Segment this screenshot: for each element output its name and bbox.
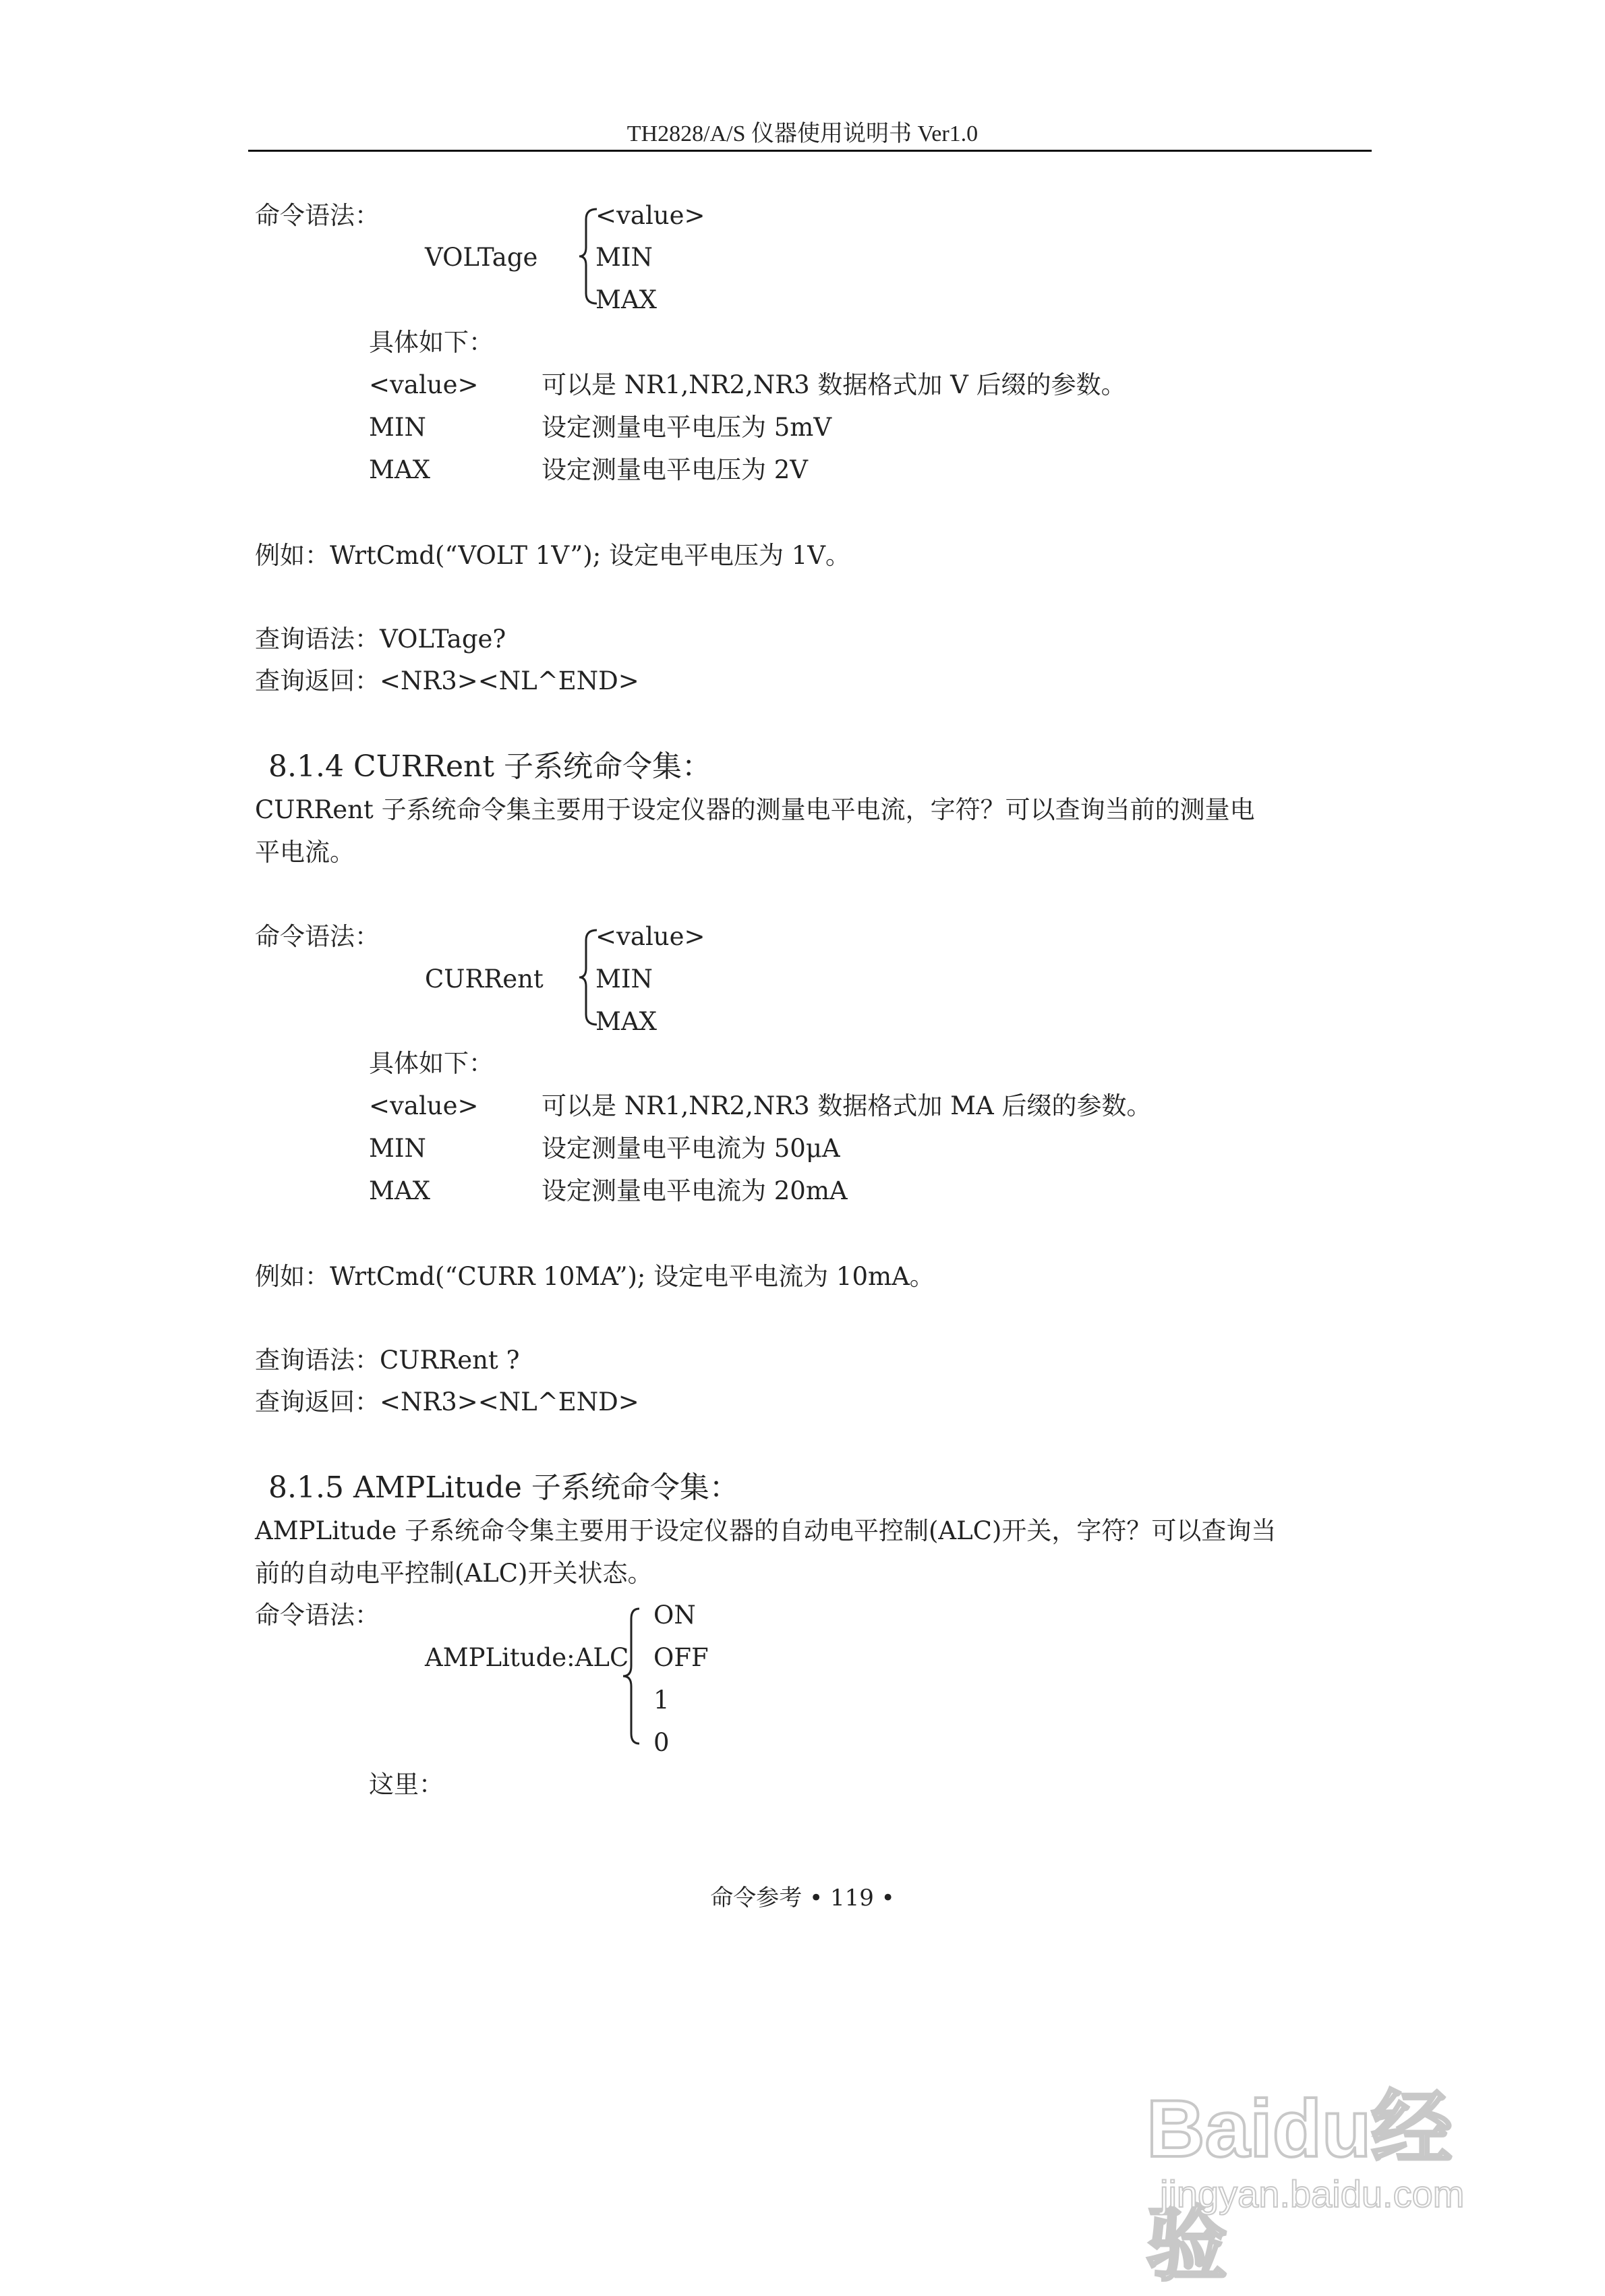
baidu-watermark: [1146, 2037, 1524, 2290]
detail-key: <value>: [369, 370, 479, 399]
watermark-url: jingyan.baidu.com: [1160, 2173, 1465, 2215]
example: 例如：WrtCmd(“VOLT 1V”); 设定电平电压为 1V。: [255, 541, 850, 570]
details-label: 具体如下：: [369, 328, 494, 357]
paragraph: 前的自动电平控制(ALC)开关状态。: [255, 1559, 653, 1588]
syntax-label: 命令语法：: [255, 922, 380, 951]
header-rule: [248, 150, 1372, 152]
option: 1: [653, 1686, 670, 1715]
option: MAX: [595, 285, 657, 314]
command-name: AMPLitude:ALC: [425, 1643, 629, 1672]
paragraph: 平电流。: [255, 838, 355, 867]
command-name: CURRent: [425, 965, 544, 994]
section-heading: 8.1.4 CURRent 子系统命令集：: [268, 749, 711, 784]
query-return: 查询返回：<NR3><NL^END>: [255, 666, 639, 695]
page-footer: 命令参考 • 119 •: [710, 1885, 895, 1912]
detail-desc: 可以是 NR1,NR2,NR3 数据格式加 MA 后缀的参数。: [542, 1091, 1152, 1120]
option: ON: [653, 1601, 696, 1630]
detail-desc: 设定测量电平电流为 20mA: [542, 1176, 848, 1205]
detail-key: MIN: [369, 1134, 426, 1163]
detail-desc: 设定测量电平电压为 2V: [542, 455, 809, 484]
detail-key: MIN: [369, 413, 426, 442]
detail-key: MAX: [369, 1176, 430, 1205]
syntax-label: 命令语法：: [255, 201, 380, 230]
query-syntax: 查询语法：VOLTage?: [255, 625, 506, 654]
paragraph: CURRent 子系统命令集主要用于设定仪器的测量电平电流，字符？可以查询当前的测量电: [255, 795, 1255, 824]
detail-key: <value>: [369, 1091, 479, 1120]
paragraph: AMPLitude 子系统命令集主要用于设定仪器的自动电平控制(ALC)开关，字符？可以查询当: [255, 1516, 1277, 1545]
detail-key: MAX: [369, 455, 430, 484]
option: <value>: [595, 922, 705, 951]
option: MIN: [595, 965, 653, 994]
section-heading: 8.1.5 AMPLitude 子系统命令集：: [268, 1470, 739, 1505]
option: OFF: [653, 1643, 709, 1672]
option: <value>: [595, 201, 705, 230]
example: 例如：WrtCmd(“CURR 10MA”); 设定电平电流为 10mA。: [255, 1262, 935, 1291]
command-name: VOLTage: [425, 243, 538, 272]
detail-desc: 设定测量电平电流为 50μA: [542, 1134, 840, 1163]
here-label: 这里：: [369, 1770, 444, 1799]
option: 0: [653, 1728, 670, 1757]
detail-desc: 设定测量电平电压为 5mV: [542, 413, 832, 442]
query-return: 查询返回：<NR3><NL^END>: [255, 1387, 639, 1416]
detail-desc: 可以是 NR1,NR2,NR3 数据格式加 V 后缀的参数。: [542, 370, 1126, 399]
syntax-label: 命令语法：: [255, 1601, 380, 1630]
option: MAX: [595, 1007, 657, 1036]
query-syntax: 查询语法：CURRent ?: [255, 1346, 520, 1375]
details-label: 具体如下：: [369, 1049, 494, 1078]
watermark-logo: Baidu经验: [1146, 2084, 1453, 2290]
running-header: TH2828/A/S 仪器使用说明书 Ver1.0: [626, 121, 979, 146]
brace-icon: [619, 1605, 642, 1747]
option: MIN: [595, 243, 653, 272]
